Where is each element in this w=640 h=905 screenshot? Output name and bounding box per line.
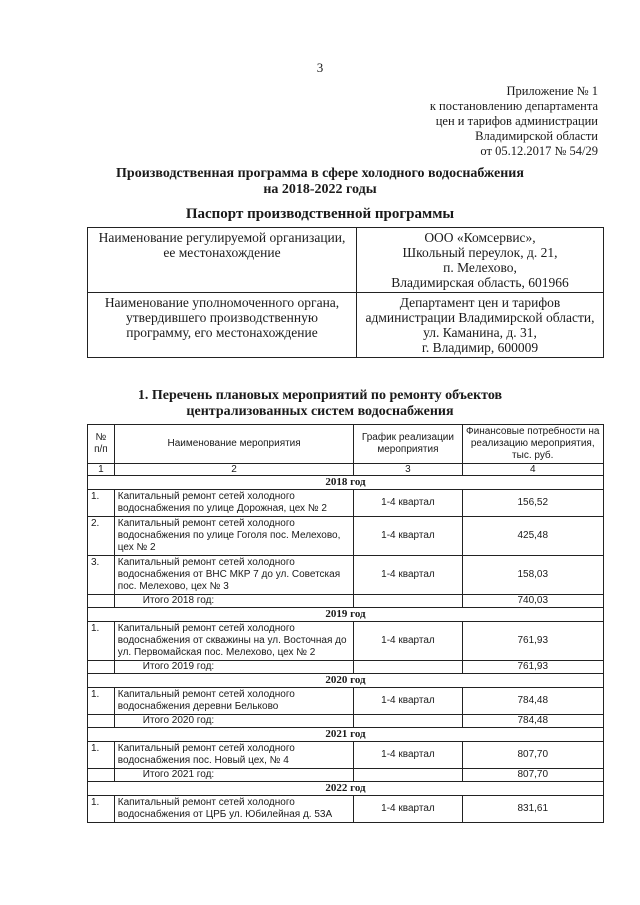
appendix-line: к постановлению департамента [429, 99, 598, 113]
header-row [88, 425, 604, 464]
year-row [88, 782, 604, 796]
total-amount: 784,48 [462, 715, 604, 728]
section-title [0, 388, 640, 420]
index-cell: 1 [88, 464, 115, 476]
section-title-line: централизованных систем водоснабжения [186, 404, 454, 419]
row-num: 1. [88, 622, 115, 661]
index-cell: 3 [354, 464, 462, 476]
title-line: Производственная программа в сфере холодного водоснабжения [116, 166, 524, 181]
row-amount: 761,93 [462, 622, 604, 661]
row-schedule: 1-4 квартал [354, 688, 462, 715]
total-row [88, 715, 604, 728]
total-empty [88, 715, 115, 728]
index-cell: 2 [114, 464, 354, 476]
total-label: Итого 2021 год: [114, 769, 354, 782]
row-num: 2. [88, 517, 115, 556]
total-row [88, 595, 604, 608]
row-amount: 425,48 [462, 517, 604, 556]
row-num: 3. [88, 556, 115, 595]
year-row [88, 608, 604, 622]
passport-label: Наименование уполномоченного органа, утвердившего производственную программу, его местонахождение [88, 293, 357, 358]
passport-row [88, 228, 604, 293]
passport-value [357, 293, 604, 358]
appendix-line: Приложение № 1 [506, 84, 598, 98]
passport-value-line: ул. Каманина, д. 31, [423, 325, 537, 340]
row-name: Капитальный ремонт сетей холодного водоснабжения деревни Бельково [114, 688, 354, 715]
row-schedule: 1-4 квартал [354, 517, 462, 556]
title-line: на 2018-2022 годы [263, 182, 377, 197]
appendix-line: цен и тарифов администрации [435, 114, 598, 128]
document-title [0, 166, 640, 198]
table-row [88, 688, 604, 715]
total-row [88, 769, 604, 782]
passport-title: Паспорт производственной программы [185, 206, 455, 222]
row-amount: 156,52 [462, 490, 604, 517]
total-empty [354, 769, 462, 782]
year-row [88, 674, 604, 688]
passport-value-line: Владимирская область, 601966 [391, 275, 569, 290]
appendix-line: от 05.12.2017 № 54/29 [480, 144, 598, 158]
row-num: 1. [88, 796, 115, 823]
index-cell: 4 [462, 464, 604, 476]
row-schedule: 1-4 квартал [354, 742, 462, 769]
passport-value-line: администрации Владимирской области, [365, 310, 595, 325]
total-empty [88, 769, 115, 782]
row-name: Капитальный ремонт сетей холодного водоснабжения по улице Гоголя пос. Мелехово, цех № 2 [114, 517, 354, 556]
passport-value-line: ООО «Комсервис», [424, 230, 536, 245]
total-amount: 807,70 [462, 769, 604, 782]
row-amount: 807,70 [462, 742, 604, 769]
row-schedule: 1-4 квартал [354, 490, 462, 517]
total-row [88, 661, 604, 674]
row-num: 1. [88, 742, 115, 769]
row-amount: 158,03 [462, 556, 604, 595]
row-amount: 831,61 [462, 796, 604, 823]
total-empty [88, 661, 115, 674]
section-title-line: 1. Перечень плановых мероприятий по ремонту объектов [137, 388, 503, 403]
year-label: 2019 год [88, 608, 604, 622]
row-name: Капитальный ремонт сетей холодного водоснабжения пос. Новый цех, № 4 [114, 742, 354, 769]
total-empty [88, 595, 115, 608]
row-name: Капитальный ремонт сетей холодного водоснабжения по улице Дорожная, цех № 2 [114, 490, 354, 517]
year-label: 2018 год [88, 476, 604, 490]
passport-value-line: Школьный переулок, д. 21, [402, 245, 558, 260]
page-number: 3 [316, 60, 324, 75]
appendix-line: Владимирской области [475, 129, 598, 143]
index-row [88, 464, 604, 476]
row-schedule: 1-4 квартал [354, 622, 462, 661]
passport-table [87, 227, 604, 358]
total-label: Итого 2020 год: [114, 715, 354, 728]
year-label: 2021 год [88, 728, 604, 742]
total-empty [354, 661, 462, 674]
year-row [88, 476, 604, 490]
appendix-block [430, 84, 598, 159]
passport-label: Наименование регулируемой организации, ее местонахождение [88, 228, 357, 293]
header-name: Наименование мероприятия [114, 425, 354, 464]
table-row [88, 517, 604, 556]
row-name: Капитальный ремонт сетей холодного водоснабжения от скважины на ул. Восточная до ул. Первомайская пос. Мелехово, цех № 2 [114, 622, 354, 661]
total-label: Итого 2019 год: [114, 661, 354, 674]
row-name: Капитальный ремонт сетей холодного водоснабжения от ВНС МКР 7 до ул. Советская пос. Мелехово, цех № 3 [114, 556, 354, 595]
row-num: 1. [88, 688, 115, 715]
row-name: Капитальный ремонт сетей холодного водоснабжения от ЦРБ ул. Юбилейная д. 53А [114, 796, 354, 823]
header-num: № п/п [88, 425, 115, 464]
passport-value-line: п. Мелехово, [443, 260, 517, 275]
header-schedule: График реализации мероприятия [354, 425, 462, 464]
table-row [88, 490, 604, 517]
row-num: 1. [88, 490, 115, 517]
passport-value-line: г. Владимир, 600009 [421, 340, 539, 355]
table-row [88, 796, 604, 823]
header-finance: Финансовые потребности на реализацию мероприятия, тыс. руб. [462, 425, 604, 464]
total-amount: 740,03 [462, 595, 604, 608]
total-amount: 761,93 [462, 661, 604, 674]
total-empty [354, 715, 462, 728]
passport-value-line: Департамент цен и тарифов [399, 295, 561, 310]
passport-value [357, 228, 604, 293]
row-schedule: 1-4 квартал [354, 556, 462, 595]
year-row [88, 728, 604, 742]
row-amount: 784,48 [462, 688, 604, 715]
total-empty [354, 595, 462, 608]
table-row [88, 622, 604, 661]
table-row [88, 556, 604, 595]
row-schedule: 1-4 квартал [354, 796, 462, 823]
table-row [88, 742, 604, 769]
plan-table [87, 424, 604, 823]
total-label: Итого 2018 год: [114, 595, 354, 608]
passport-row [88, 293, 604, 358]
year-label: 2020 год [88, 674, 604, 688]
year-label: 2022 год [88, 782, 604, 796]
